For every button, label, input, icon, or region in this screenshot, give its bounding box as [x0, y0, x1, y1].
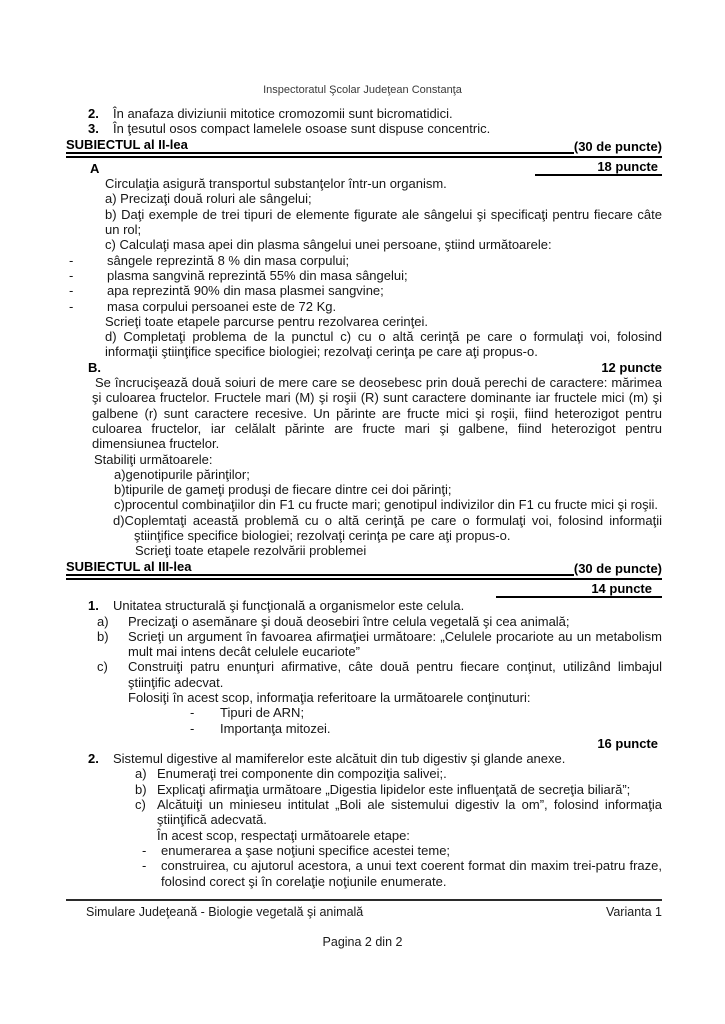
part-b-item-d: d)Coplemtaţi această problemă cu o altă cerinţă pe care o formulaţi voi, folosind informaţii ştiinţifice specifice biologiei; rezolvaţi cerinţa pe care aţi propus-o.: [113, 512, 662, 544]
item-2-sub-a: a) Enumeraţi trei componente din compoziţia salivei;.: [135, 766, 447, 782]
item-2-dash-1: - enumerarea a şase noţiuni specifice acestei teme;: [142, 842, 451, 858]
part-b-closing-note: Scrieţi toate etapele rezolvării problemei: [135, 543, 367, 559]
item-2-sub-b: b) Explicaţi afirmaţia următoare „Digestia lipidelor este influenţată de secreţia biliară”;: [135, 781, 631, 797]
part-b-problem: Se încrucişează două soiuri de mere care se deosebesc prin două perechi de caractere: mărimea şi culoarea fructelor. Fructele mari (M) şi roşii (R) sunt caractere dominante iar fructele mici (m) şi galbene (r) sunt caractere recesive. Un părinte are fructe mici şi roşii, fiind heterozigot pentru culoarea fructelor, iar celălalt părinte are fructe mari şi galbene, fiind heterozigot pentru dimensiunea fructelor.: [92, 375, 662, 452]
item-1-sub-a: a) Precizaţi o asemănare şi două deosebiri între celula vegetală şi cea animală;: [97, 613, 570, 629]
part-a-item-c: c) Calculaţi masa apei din plasma sângelui unei persoane, ştiind următoarele:: [105, 237, 552, 253]
part-b-item-c: c)procentul combinaţiilor din F1 cu fructe mari; genotipul indivizilor din F1 cu fructe mici şi roşii.: [114, 497, 659, 513]
part-a-note: Scrieţi toate etapele parcurse pentru rezolvarea cerinţei.: [105, 313, 429, 329]
page-header-institution: Inspectoratul Şcolar Judeţean Constanţa: [263, 84, 462, 96]
document-body: [0, 96, 725, 889]
part-a-item-d: d) Completaţi problema de la punctul c) cu o altă cerinţă pe care o formulaţi voi, folosind informaţii ştiinţifice specifice biologiei; rezolvaţi cerinţa pe care aţi propus-o.: [105, 329, 662, 360]
part-a-item-b: b) Daţi exemple de trei tipuri de elemente figurate ale sângelui şi specificaţi pentru fiecare câte un rol;: [105, 206, 662, 238]
part-a-dash-2: - plasma sangvină reprezintă 55% din masa sângelui;: [69, 267, 408, 283]
page-footer: [66, 899, 662, 919]
part-a-item-a: a) Precizaţi două roluri ale sângelui;: [105, 191, 312, 207]
part-b-item-b: b)tipurile de gameţi produşi de fiecare dintre cei doi părinţi;: [114, 482, 452, 498]
item-1-sub-c: c) Construiţi patru enunţuri afirmative, câte două pentru fiecare conţinut, utilizând limbajul ştiinţific adecvat.: [97, 659, 662, 690]
part-a-dash-1: - sângele reprezintă 8 % din masa corpului;: [69, 252, 350, 268]
part-a-dash-4: - masa corpului persoanei este de 72 Kg.: [69, 298, 337, 314]
subject-2-part-a-heading: A 18 puncte: [66, 159, 662, 176]
footer-subject-title: Simulare Judeţeană - Biologie vegetală şi animală: [86, 904, 364, 919]
page-number-indicator: Pagina 2 din 2: [322, 934, 403, 949]
part-b-item-a: a)genotipurile părinţilor;: [114, 466, 250, 482]
heading-rule: [66, 156, 662, 158]
subject-3-item-1-points: 14 puncte: [66, 581, 662, 598]
item-1-dash-1: - Tipuri de ARN;: [190, 705, 305, 721]
part-b-note: Stabiliţi următoarele:: [94, 451, 213, 467]
subject-2-heading: SUBIECTUL al II-lea (30 de puncte): [66, 136, 662, 154]
intro-item-2: 2. În anafaza diviziunii mitotice cromozomii sunt bicromatidici.: [88, 106, 453, 121]
subject-2-part-b-heading: B. 12 puncte: [88, 359, 662, 375]
item-1-note: Folosiţi în acest scop, informaţia referitoare la următoarele conţinuturi:: [128, 689, 531, 705]
intro-item-3: 3. În ţesutul osos compact lamelele osoase sunt dispuse concentric.: [88, 121, 491, 137]
subject-3-item-2: 2. Sistemul digestive al mamiferelor este alcătuit din tub digestiv şi glande anexe.: [88, 751, 566, 767]
item-1-dash-2: - Importanţa mitozei.: [190, 720, 331, 736]
part-a-intro: Circulaţia asigură transportul substanţelor într-un organism.: [105, 176, 447, 192]
subject-3-item-2-points: 16 puncte: [597, 735, 658, 751]
item-2-note: În acest scop, respectaţi următoarele etape:: [157, 827, 410, 843]
item-1-sub-b: b) Scrieţi un argument în favoarea afirmaţiei următoare: „Celulele procariote au un metabolism mult mai intens decât celulele eucariote”: [97, 628, 662, 660]
subject-3-item-1: 1. Unitatea structurală şi funcţională a organismelor este celula.: [88, 598, 465, 614]
footer-variant-label: Varianta 1: [605, 904, 662, 919]
part-a-dash-3: - apa reprezintă 90% din masa plasmei sangvine;: [69, 283, 384, 299]
item-2-dash-2: - construirea, cu ajutorul acestora, a unui text coerent format din maxim trei-patru fraze, folosind corect şi în corelaţie noţiunile enumerate.: [142, 858, 662, 889]
heading-rule: [66, 578, 662, 580]
subject-3-heading: SUBIECTUL al III-lea (30 de puncte): [66, 558, 662, 576]
item-2-sub-c: c) Alcătuiţi un minieseu intitulat „Boli ale sistemului digestiv la om”, folosind informaţia ştiinţifică adecvată.: [135, 797, 662, 828]
